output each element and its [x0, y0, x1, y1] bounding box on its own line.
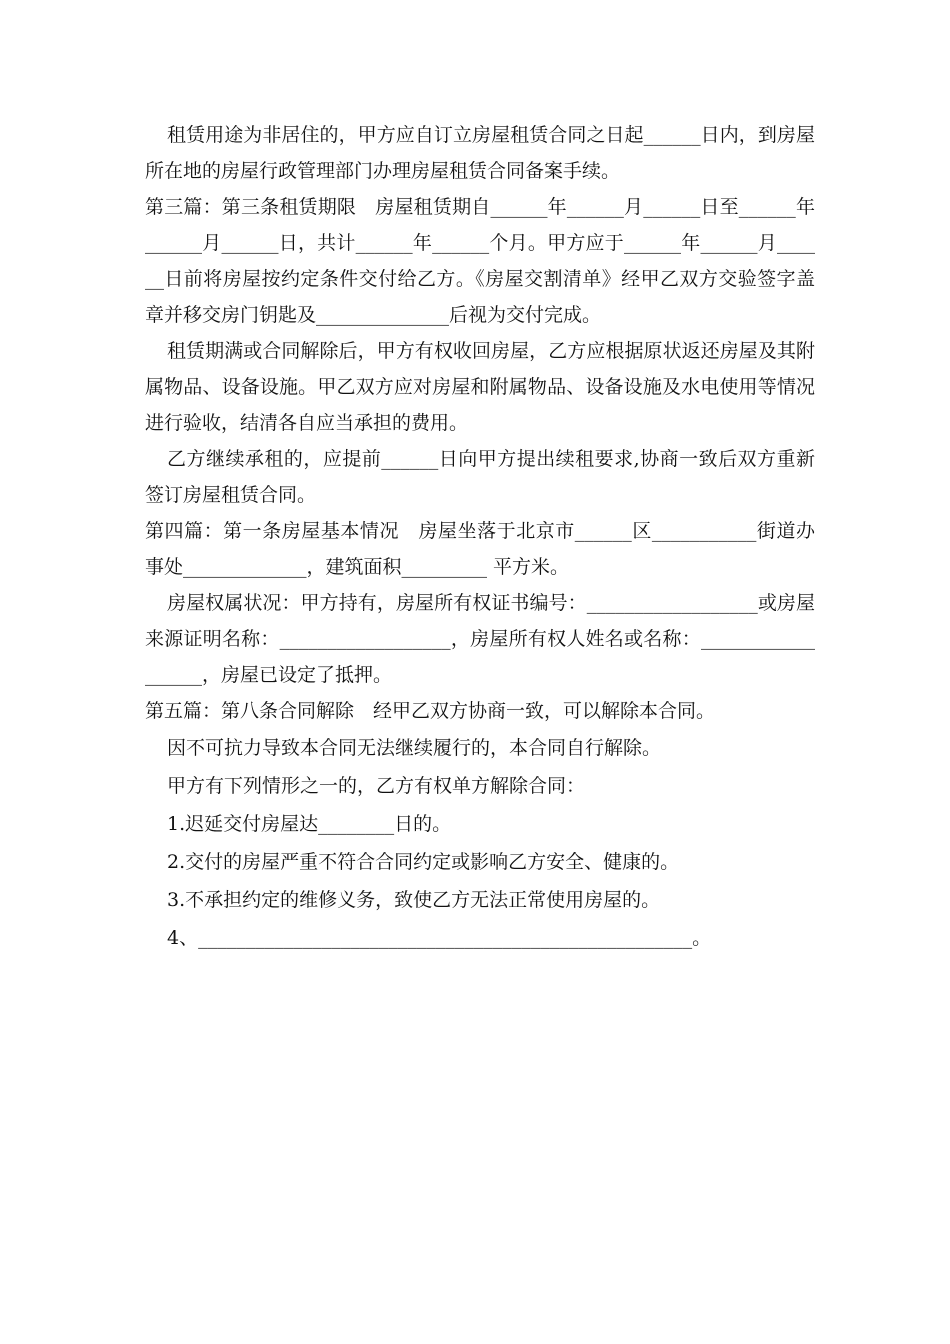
paragraph-filing: 租赁用途为非居住的，甲方应自订立房屋租赁合同之日起______日内，到房屋所在地的房屋行政管理部门办理房屋租赁合同备案手续。 [145, 124, 815, 182]
paragraph-section-five: 第五篇：第八条合同解除 经甲乙双方协商一致，可以解除本合同。 [145, 700, 716, 722]
list-item-termination-intro: 甲方有下列情形之一的，乙方有权单方解除合同： [167, 775, 586, 797]
document-page [145, 117, 815, 957]
paragraph-return: 租赁期满或合同解除后，甲方有权收回房屋，乙方应根据原状返还房屋及其附属物品、设备设施。甲乙双方应对房屋和附属物品、设备设施及水电使用等情况进行验收，结清各自应当承担的费用。 [145, 340, 815, 434]
paragraph-section-four: 第四篇：第一条房屋基本情况 房屋坐落于北京市______区___________街道办事处_____________，建筑面积_________ 平方米。 [145, 520, 815, 578]
paragraph-section-three: 第三篇：第三条租赁期限 房屋租赁期自______年______月______日至______年______月______日，共计______年______个月。甲方应于______年______月______日前将房屋按约定条件交付给乙方。《房屋交割清单》经甲乙双方交验签字盖章并移交房门钥匙及______________后视为交付完成。 [145, 196, 815, 326]
list-item-4: 4、____________________________________________________。 [167, 927, 712, 949]
list-item-2: 2.交付的房屋严重不符合合同约定或影响乙方安全、健康的。 [167, 851, 680, 873]
list-item-1: 1.迟延交付房屋达________日的。 [167, 813, 452, 835]
paragraph-renewal: 乙方继续承租的，应提前______日向甲方提出续租要求,协商一致后双方重新签订房屋租赁合同。 [145, 448, 815, 506]
list-item-3: 3.不承担约定的维修义务，致使乙方无法正常使用房屋的。 [167, 889, 661, 911]
list-item-force-majeure: 因不可抗力导致本合同无法继续履行的，本合同自行解除。 [167, 737, 662, 759]
paragraph-ownership: 房屋权属状况：甲方持有，房屋所有权证书编号：__________________或房屋来源证明名称：__________________，房屋所有权人姓名或名称：__________________，房屋已设定了抵押。 [145, 592, 815, 686]
